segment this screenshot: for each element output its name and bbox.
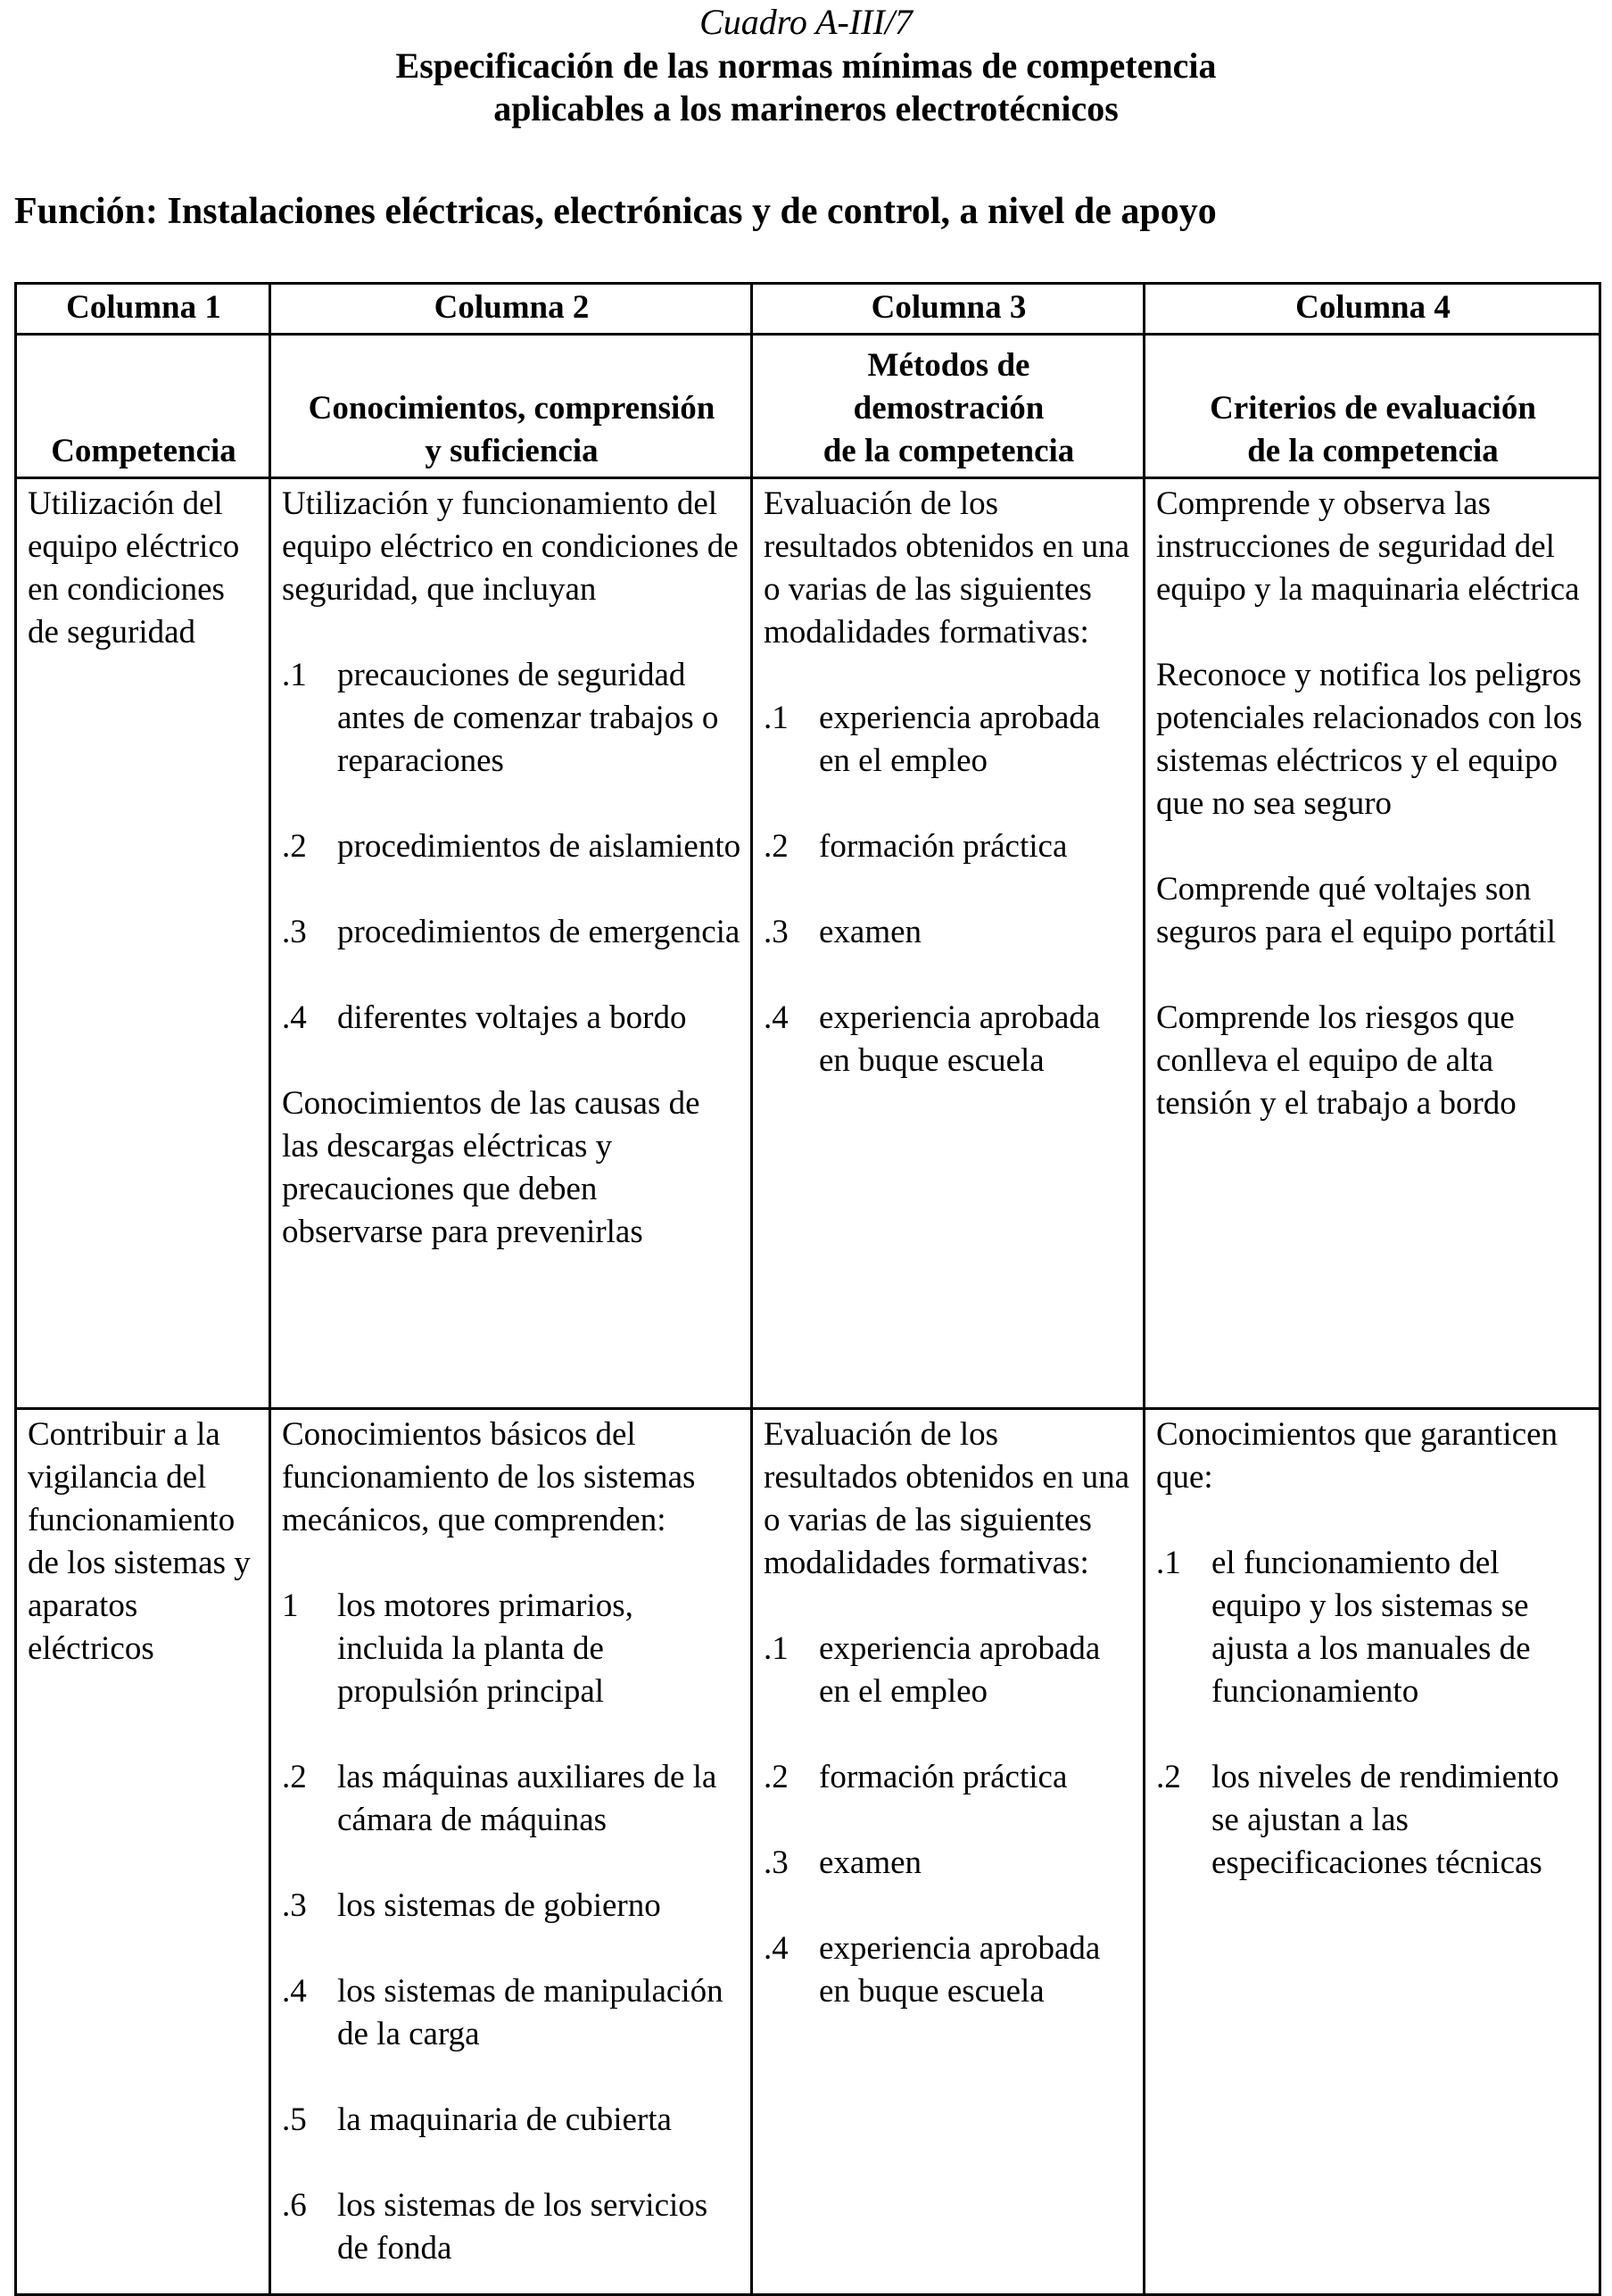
item-number: .5	[282, 2101, 307, 2138]
conocimientos-header	[270, 335, 752, 478]
column-title-row	[16, 335, 1600, 478]
competencia-label: Competencia	[51, 433, 236, 469]
item-number: .4	[764, 1930, 789, 1967]
item-number: .6	[282, 2187, 307, 2224]
item-number: .2	[764, 828, 789, 865]
list-item	[764, 825, 1134, 868]
criterio-text: Comprende y observa las instrucciones de seguridad del equipo y la maquinaria eléctrica	[1156, 485, 1580, 608]
item-text: experiencia aprobada en el empleo	[819, 700, 1101, 779]
item-text: la maquinaria de cubierta	[337, 2101, 672, 2138]
criterios-cell	[1145, 478, 1600, 1409]
column-3-header: Columna 3	[752, 284, 1145, 335]
column-1-header: Columna 1	[16, 284, 270, 335]
item-number: .4	[282, 999, 307, 1036]
column-4-header: Columna 4	[1145, 284, 1600, 335]
item-text: los sistemas de manipulación de la carga	[337, 1973, 723, 2052]
conocimientos-cell	[270, 1409, 752, 2295]
metodos-label-3: de la competencia	[823, 433, 1075, 469]
list-item	[282, 2099, 741, 2142]
list-item	[764, 1842, 1134, 1885]
competencia-cell	[16, 478, 270, 1409]
criterio-text: Reconoce y notifica los peligros potenciales relacionados con los sistemas eléctricos y el equipo que no sea seguro	[1156, 657, 1583, 822]
item-number: 1	[282, 1587, 299, 1624]
list-item	[764, 911, 1134, 954]
item-number: .2	[282, 1759, 307, 1795]
metodos-label-1: Métodos de	[867, 347, 1030, 384]
criterios-cell	[1145, 1409, 1600, 2295]
criterios-label-2: de la competencia	[1247, 433, 1499, 469]
table-number: Cuadro A-III/7	[699, 2, 913, 42]
metodos-cell	[752, 1409, 1145, 2295]
list-item	[282, 654, 741, 783]
item-text: examen	[819, 1844, 922, 1881]
item-text: experiencia aprobada en buque escuela	[819, 1930, 1101, 2010]
item-number: .1	[764, 1630, 789, 1667]
item-number: .3	[282, 914, 307, 950]
column-number-row	[16, 284, 1600, 335]
criterio-text: Comprende los riesgos que conlleva el equipo de alta tensión y el trabajo a bordo	[1156, 999, 1517, 1122]
item-text: los motores primarios, incluida la planta de propulsión principal	[337, 1587, 633, 1710]
item-text: precauciones de seguridad antes de comenzar trabajos o reparaciones	[337, 657, 719, 779]
competencia-header	[16, 335, 270, 478]
item-number: .4	[764, 999, 789, 1036]
item-text: los sistemas de los servicios de fonda	[337, 2187, 708, 2267]
conocimientos-outro: Conocimientos de las causas de las descargas eléctricas y precauciones que deben observarse para prevenirlas	[282, 1085, 700, 1250]
competencia-cell	[16, 1409, 270, 2295]
list-item	[764, 1756, 1134, 1799]
item-text: experiencia aprobada en buque escuela	[819, 999, 1101, 1079]
item-text: los sistemas de gobierno	[337, 1887, 661, 1924]
list-item	[1156, 1756, 1590, 1885]
item-text: las máquinas auxiliares de la cámara de máquinas	[337, 1759, 717, 1838]
column-2-header: Columna 2	[270, 284, 752, 335]
document-title	[0, 45, 1612, 130]
list-item	[282, 1970, 741, 2056]
function-heading: Función: Instalaciones eléctricas, electrónicas y de control, a nivel de apoyo	[14, 191, 1217, 232]
criterios-header	[1145, 335, 1600, 478]
item-number: .2	[764, 1759, 789, 1795]
list-item	[764, 1927, 1134, 2013]
criterio-text: Comprende qué voltajes son seguros para el equipo portátil	[1156, 871, 1556, 950]
list-item	[282, 997, 741, 1040]
list-item	[1156, 1542, 1590, 1713]
competencia-text: Utilización del equipo eléctrico en condiciones de seguridad	[28, 485, 240, 651]
item-number: .3	[764, 914, 789, 950]
conocimientos-intro: Conocimientos básicos del funcionamiento de los sistemas mecánicos, que comprenden:	[282, 1416, 696, 1538]
item-number: .3	[282, 1887, 307, 1924]
list-item	[764, 697, 1134, 783]
list-item	[764, 1628, 1134, 1713]
item-text: el funcionamiento del equipo y los sistemas se ajusta a los manuales de funcionamiento	[1211, 1545, 1531, 1710]
conocimientos-label-1: Conocimientos, comprensión	[308, 390, 715, 427]
item-text: formación práctica	[819, 1759, 1068, 1795]
conocimientos-intro: Utilización y funcionamiento del equipo eléctrico en condiciones de seguridad, que incluyan	[282, 485, 739, 608]
list-item	[282, 825, 741, 868]
item-text: experiencia aprobada en el empleo	[819, 1630, 1101, 1710]
item-number: .2	[1156, 1759, 1181, 1795]
item-number: .1	[282, 657, 307, 693]
competencia-text: Contribuir a la vigilancia del funcionamiento de los sistemas y aparatos eléctricos	[28, 1416, 251, 1667]
metodos-header	[752, 335, 1145, 478]
item-text: procedimientos de aislamiento	[337, 828, 741, 865]
metodos-intro: Evaluación de los resultados obtenidos en una o varias de las siguientes modalidades formativas:	[764, 1416, 1129, 1581]
conocimientos-cell	[270, 478, 752, 1409]
list-item	[282, 1756, 741, 1842]
item-text: examen	[819, 914, 922, 950]
competence-table	[14, 282, 1601, 2296]
criterios-label-1: Criterios de evaluación	[1210, 390, 1536, 427]
item-number: .1	[1156, 1545, 1181, 1581]
criterios-intro: Conocimientos que garanticen que:	[1156, 1416, 1558, 1496]
table-row	[16, 478, 1600, 1409]
table-row	[16, 1409, 1600, 2295]
item-text: los niveles de rendimiento se ajustan a las especificaciones técnicas	[1211, 1759, 1559, 1881]
conocimientos-label-2: y suficiencia	[425, 433, 599, 469]
title-line-1: Especificación de las normas mínimas de competencia	[395, 46, 1217, 86]
item-number: .3	[764, 1844, 789, 1881]
list-item	[282, 911, 741, 954]
item-number: .4	[282, 1973, 307, 2010]
metodos-cell	[752, 478, 1145, 1409]
title-line-2: aplicables a los marineros electrotécnicos	[493, 88, 1119, 128]
item-text: formación práctica	[819, 828, 1068, 865]
list-item	[282, 1585, 741, 1713]
item-text: procedimientos de emergencia	[337, 914, 740, 950]
item-text: diferentes voltajes a bordo	[337, 999, 687, 1036]
list-item	[764, 997, 1134, 1082]
item-number: .1	[764, 700, 789, 736]
list-item	[282, 2184, 741, 2270]
metodos-intro: Evaluación de los resultados obtenidos en una o varias de las siguientes modalidades formativas:	[764, 485, 1129, 651]
metodos-label-2: demostración	[853, 390, 1045, 427]
list-item	[282, 1885, 741, 1927]
item-number: .2	[282, 828, 307, 865]
